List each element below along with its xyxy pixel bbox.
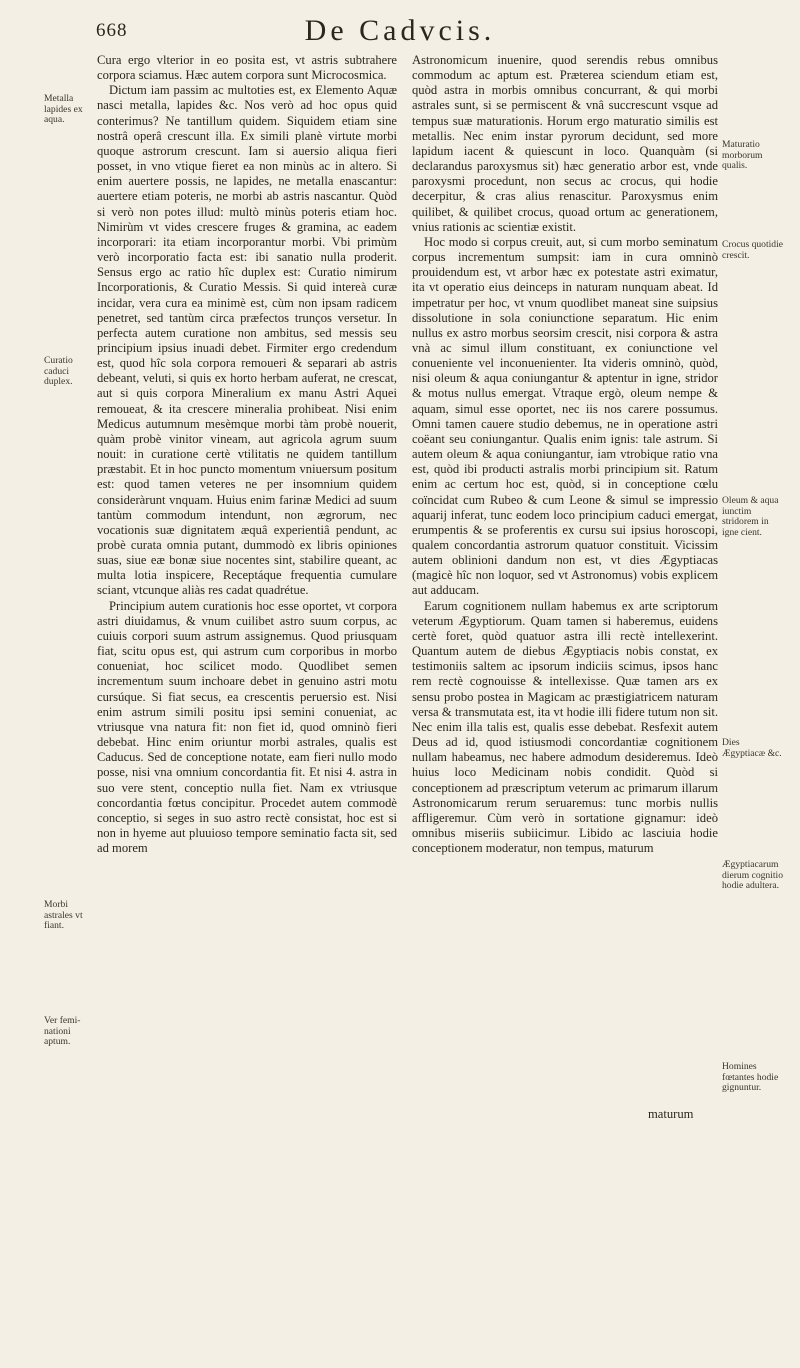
left-column: [97, 53, 397, 856]
page-header: [0, 14, 800, 54]
left-paragraph: Principium autem curationis hoc esse oportet, vt corpora astri diuidamus, & vnum cuilibet astro suum corpus, ac cuiuis corpori suum astrum assignemus. Quod priusquam fiat, scitu opus est, qui astrum cum corporibus in morbo conueniat, hoc scilicet modo. Quodlibet semen incrementum suum inchoare debet in genuino astri motu cursúque. Si fiat secus, ea crescentis peruersio est. Nisi enim astrum simili positu ipsi semini conueniat, ac vtriusque vna natura fit: non fiet id, quod omninò fieri debebat. Hinc enim oriuntur morbi astrales, qualis est Caducus. Sed de conceptione notate, eam fieri nullo modo posse, nisi vna omnium concordantia fit. Et nisi 4. astra in suo vere stent, conceptio nulla fiet. Nam ex vtriusque concordantia fœtus concipitur. Procedet autem commodè conceptio, si seges in suo astro rectè consistat, hoc est si non in hyeme aut pluuioso tempore seminatio facta sit, sed ad morem: [97, 598, 397, 856]
margin-note-left: Metalla lapides ex aqua.: [44, 93, 83, 126]
margin-note-left: Ver femi-nationi aptum.: [44, 1015, 81, 1048]
right-paragraph: Earum cognitionem nullam habemus ex arte scriptorum veterum Ægyptiorum. Quam tamen si haberemus, euidens certè foret, quòd quatuor astra illi rectè intellexerint. Quantum autem de diebus Ægyptiacis nobis constat, ex testimoniis saltem ac ipsorum indiciis scimus, ipsos hanc rem rectè cognouisse & intellexisse. Quæ tamen ars ex sensu probo postea in Magicam ac præstigiatricem naturam versa & transmutata est, ita vt hodie illi fidere tutum non sit. Nec enim illa talis est, qualis esse debebat. Resfexit autem Deus ad id, quod istiusmodi concordantiæ cognitionem nullam habeamus, nec habere admodum desideremus. Ideò huius loco Medicinam nobis condidit. Quòd si conceptionem ad præscriptum veterum ac primarum illarum Astronomicarum rerum seruaremus: tunc morbis nullis affligeremur. Cùm verò in sortatione gignamur: ideò omnibus miseriis subiicimur. Libido ac lasciuia hodie conceptionem moderatur, non tempus, maturum: [412, 598, 718, 856]
margin-note-right: Ægyptiacarum dierum cognitio hodie adultera.: [722, 859, 784, 892]
margin-note-right: Crocus quotidie crescit.: [722, 239, 784, 261]
running-title: De Cadvcis.: [304, 14, 496, 47]
margin-note-right: Dies Ægyptiacæ &c.: [722, 737, 782, 759]
right-paragraph: Astronomicum inuenire, quod serendis rebus omnibus commodum ac aptum est. Præterea sciendum etiam est, quòd astra in morbis omnibus concurrant, & qui morbi astrales sunt, si se permiscent & vnâ succrescunt vsque ad tempus suæ maturationis. Horum ergo maturatio similis est metallis. Nec enim instar pyrorum decidunt, sed more lapidum iacent & quiescunt in loco. Quanquàm (si declarandus paroxysmus sit) hæc generatio arbor est, vnde paroxysmi procedunt, non secus ac crocus, qui hodie decerpitur, & cras alius renascitur. Paroxysmus enim quilibet, & quilibet crocus, quoad ortum ac generationem, vnius rationis ac scientiæ existit.: [412, 53, 718, 234]
right-column: [412, 53, 718, 856]
margin-note-left: Morbi astrales vt fiant.: [44, 899, 83, 932]
right-paragraph: Hoc modo si corpus creuit, aut, si cum morbo seminatum corpus incrementum sumpsit: iam in cura omninò prouidendum est, vt arbor hæc ex potestate astri eximatur, ita vt operatio eius deinceps in naturam nunquam abeat. Id impetratur per hoc, vt vnum quodlibet maneat sine suipsius dissolutione in sola coniunctione separatum. Hic enim nullus ex astro morbus seorsim crescit, nisi corpora & astra vnà ac simul illum constituant, ex coniunctione vel conueniente vel inconuenienter. Ita videris omninò, quòd, nisi oleum & aqua coniungantur & aptentur in igne, stridor & motus nullus emergat. Vtraque ergò, oleum nempe & aquam, simul esse oportet, nec iis nos carere possumus. Omni tamen cauere studio debemus, ne in operatione astri coëant seu coniungantur. Qualis enim ignis: tale astrum. Si autem oleum & aqua coniungantur, iam vtrobique ratio vna est, quòd ibi producti astralis morbi principium sit. Ratum enim ac certum hoc est, quòd, si in conceptione cœlu coïncidat cum Rubeo & cum Leone & simul se impressio aquarij inferat, tunc eodem loco principium caduci emergat, erumpentis & se proferentis ex cursu sui ipsius horoscopi, qualem concordantia astrorum quatuor constituit. Vicissim autem oblinioni dandum non est, vt dies Ægyptiacas (magicè hîc non loquor, sed vt Astronomus) vobis explicem aut adducam.: [412, 234, 718, 598]
margin-note-right: Maturatio morborum qualis.: [722, 139, 763, 172]
margin-note-right: Homines fœtantes hodie gignuntur.: [722, 1061, 779, 1094]
margin-note-right: Oleum & aqua iunctim stridorem in igne cient.: [722, 495, 779, 538]
left-paragraph: Cura ergo vlterior in eo posita est, vt astris subtrahere corpora sciamus. Hæc autem corpora sunt Microcosmica.: [97, 53, 397, 83]
left-paragraph: Dictum iam passim ac multoties est, ex Elemento Aquæ nasci metalla, lapides &c. Nos verò ad hoc opus quid conterimus? Ne tantillum quidem. Siquidem etiam sine nostrâ operâ crescunt illa. Ex simili planè virtute morbi quoque astrorum crescunt. Iam si auersio aliqua fieri posset, in vno vtique fieret ea non minùs ac in altero. Si enim auertere possis, ne lapides, ne metalla enascantur: auertere etiam poteris, ne morbi ab astris nascantur. Quòd si verò non potes illud: multò minùs poteris etiam hoc. Nimirùm vt vides crescere fruges & gramina, ac eadem incorporari: ita etiam incorporantur morbi. Vbi primùm verò incorporatio facta est: ibi sanatio nulla proderit. Sensus ergo ac ratio hîc duplex est: Curatio nimirum Incorporationis, & Curatio Messis. Si quid intereà curæ incidar, vera cura ea minimè est, cùm non ipsam radicem penetret, sed tantùm circa præfectos trunços versetur. In perfecta autem curatione non ambitus, sed messis seu principium ipsius inuadi debet. Firmiter ergo credendum est, quod hîc sola corpora remoueri & separari ab astris debeant, veluti, si quis ex horto herbam auferat, ne crescat, aut si quis corpora Mineralium ex manu Astri Aquei remoueat, & ita crescere mineralia prohibeat. Nisi enim Medicus autumnum mesèmque morbi tàm probè nouerit, quàm probè vinitor vineam, aut agricola agrum suum nouit: in curatione certè vtilitatis ne quidem tantillum præstabit. Et in hoc puncto momentum vniuersum positum est: quod tamen veteres ne per insomnium quidem consideràrunt vnquam. Huius enim farinæ Medici ad suum tantùm commodum intendunt, non ægrorum, nec vocationis suæ dignitatem æquâ experientiâ pendunt, ac probè curata omnia putant, dummodò ex libris opiniones suas, siue eæ bonæ siue nocentes sint, stabilire queant, ac multa lotia inspicere, Receptáque frequentia cumulare sciant, vtcunque aliàs res cadat quadrétue.: [97, 83, 397, 598]
margin-note-left: Curatio caduci duplex.: [44, 355, 73, 388]
catchword: maturum: [648, 1107, 694, 1121]
page-number: 668: [96, 20, 128, 41]
